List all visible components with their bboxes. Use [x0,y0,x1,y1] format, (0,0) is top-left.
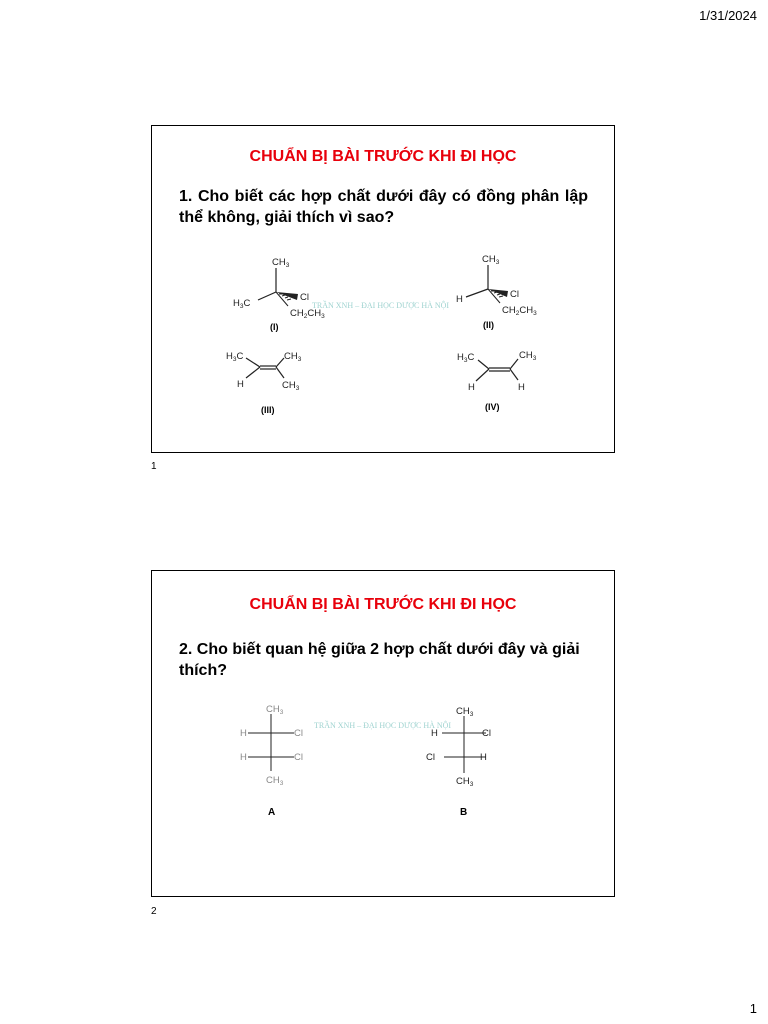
structure-IV-top-left: $H_3C$ [457,352,475,364]
structure-I-bottom: $CH_2CH_3$ [290,308,325,320]
structure-II-right: Cl [510,289,519,300]
structure-B-label: B [460,807,468,818]
structure-B-row1-right: Cl [482,728,491,739]
structure-I-right: Cl [300,292,309,303]
structure-II-label: (II) [483,320,494,330]
structure-IV-bottom-left: H [468,382,475,393]
slide-2-watermark: TRẦN XNH – ĐẠI HỌC DƯỢC HÀ NỘI [314,721,452,730]
page-number: 1 [749,1001,757,1016]
slide-1-title: CHUẨN BỊ BÀI TRƯỚC KHI ĐI HỌC [249,148,517,165]
structure-B-row2-right: H [480,752,487,763]
structure-I-left: $H_3C$ [233,298,251,310]
structure-B-row2-left: Cl [426,752,435,763]
structure-A [236,701,316,821]
structure-II-top: $CH_3$ [482,254,500,266]
structure-A-top: $CH_3$ [266,704,284,716]
structure-B [424,701,504,821]
print-date: 1/31/2024 [699,8,757,23]
structure-I-label: (I) [270,322,279,332]
structure-B-bottom: $CH_3$ [456,776,474,788]
structure-I-top: $CH_3$ [272,257,290,269]
structure-III-bottom-left: H [237,379,244,390]
slide-2 [151,570,615,897]
structure-B-row1-left: H [431,728,438,739]
structure-II-bottom: $CH_2CH_3$ [502,305,537,317]
slide-1-question: 1. Cho biết các hợp chất dưới đây có đồng phân lập thể không, giải thích vì sao? [179,188,588,226]
structure-A-label: A [268,807,276,818]
structure-II-left: H [456,294,463,305]
structure-A-row1-right: Cl [294,728,303,739]
slide-2-question: 2. Cho biết quan hệ giữa 2 hợp chất dưới đây và giải thích? [179,641,580,679]
structure-I [230,254,340,334]
structure-A-row2-left: H [240,752,247,763]
structure-IV-top-right: $CH_3$ [519,350,537,362]
structure-IV-label: (IV) [485,402,500,412]
structure-A-row2-right: Cl [294,752,303,763]
structure-III-top-right: $CH_3$ [284,351,302,363]
structure-III-bottom-right: $CH_3$ [282,380,300,392]
structure-A-row1-left: H [240,728,247,739]
slide-1-number: 1 [151,461,157,472]
structure-II [452,251,562,331]
slide-2-number: 2 [151,906,157,917]
slide-2-title: CHUẨN BỊ BÀI TRƯỚC KHI ĐI HỌC [249,596,517,613]
structure-III-top-left: $H_3C$ [226,351,244,363]
slide-1 [151,125,615,453]
structure-III [224,346,324,421]
structure-IV [452,346,562,421]
structure-A-bottom: $CH_3$ [266,775,284,787]
structure-B-top: $CH_3$ [456,706,474,718]
structure-III-label: (III) [261,405,275,415]
slide-1-watermark: TRẦN XNH – ĐẠI HỌC DƯỢC HÀ NỘI [312,301,450,310]
structure-IV-bottom-right: H [518,382,525,393]
